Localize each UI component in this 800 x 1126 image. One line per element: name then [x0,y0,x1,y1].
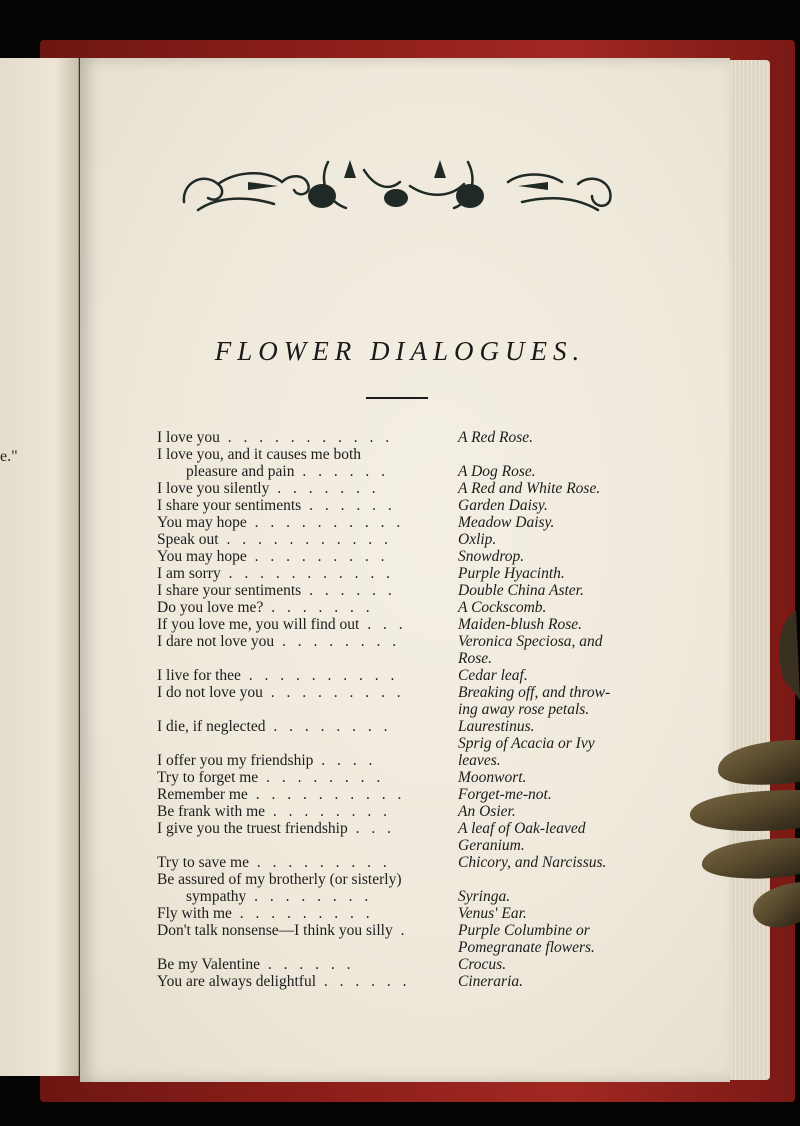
sentiment-text [157,548,445,565]
flower-name: Garden Daisy. [458,497,548,514]
sentiment-label: Try to save me [157,854,249,871]
leader-dots: . . . . . . . . [246,888,373,905]
sentiment-label: You are always delightful [157,973,316,990]
flower-name: Meadow Daisy. [458,514,555,531]
sentiment-text [157,871,445,888]
sentiment-text [157,446,445,463]
leader-dots: . . . . . . . . . . [246,514,405,531]
flower-name: Veronica Speciosa, and [458,633,603,650]
sentiment-label: Do you love me? [157,599,264,616]
sentiment-text [157,973,445,990]
flower-name: Breaking off, and throw- [458,684,611,701]
leader-dots: . . . . . . [294,463,389,480]
sentiment-text [157,531,445,548]
leader-dots: . . . . . . . . [258,769,385,786]
sentiment-label: I love you silently [157,480,270,497]
sentiment-label: Be my Valentine [157,956,261,973]
sentiment-text [157,684,445,701]
sentiment-label: Remember me [157,786,248,803]
leader-dots: . . . . . . . . . [246,548,389,565]
flower-name: Cedar leaf. [458,667,528,684]
sentiment-text [157,752,445,769]
flower-name: Maiden-blush Rose. [458,616,582,633]
flower-name: A leaf of Oak-leaved [458,820,586,837]
sentiment-label: I give you the truest friendship [157,820,348,837]
sentiment-text [157,905,445,922]
leader-dots: . . . . . . . . . . [247,786,406,803]
flower-name: ing away rose petals. [458,701,590,718]
sentiment-text [157,480,445,497]
brass-hand-bookweight [688,610,800,970]
sentiment-label: You may hope [157,514,247,531]
sentiment-text [157,769,445,786]
sentiment-text [186,888,445,905]
sentiment-text [157,565,445,582]
sentiment-label: I dare not love you [157,633,275,650]
leader-dots: . . . . . . . . . . [240,667,399,684]
leader-dots: . . . . . . . . . . . [220,565,394,582]
leader-dots: . . . [347,820,395,837]
sentiment-label: Be frank with me [157,803,266,820]
sentiment-label: I do not love you [157,684,263,701]
flower-name: An Osier. [458,803,516,820]
sentiment-label: Fly with me [157,905,232,922]
sentiment-label: pleasure and pain [186,463,295,480]
sentiment-text [157,616,445,633]
flower-name: A Red Rose. [458,429,534,446]
left-page [0,58,79,1076]
leader-dots: . . . . . . . . . [249,854,391,871]
flower-name: Venus' Ear. [458,905,527,922]
flower-name: Forget-me-not. [458,786,552,803]
leader-dots: . [392,922,409,939]
leader-dots: . . . . . . [260,956,355,973]
sentiment-label: If you love me, you will find out [157,616,360,633]
flower-name: Purple Columbine or [458,922,590,939]
sentiment-text [157,599,445,616]
flower-name: leaves. [458,752,501,769]
title-rule [366,397,428,399]
sentiment-text [157,633,445,650]
sentiment-label: I live for thee [157,667,241,684]
flower-name: Double China Aster. [458,582,584,599]
sentiment-label: sympathy [186,888,247,905]
flower-name: Cineraria. [458,973,524,990]
sentiment-text [157,786,445,803]
leader-dots: . . . . . . [316,973,411,990]
sentiment-label: I offer you my friendship [157,752,314,769]
leader-dots: . . . . . . . . . . . [218,531,392,548]
flower-name: Geranium. [458,837,525,854]
sentiment-text [157,429,445,446]
leader-dots: . . . . . . . . [265,803,392,820]
sentiment-text [157,497,445,514]
flower-name: Crocus. [458,956,507,973]
leader-dots: . . . . . . . . . . . [219,429,394,446]
sentiment-label: Speak out [157,531,219,548]
sentiment-text [157,956,445,973]
sentiment-text [157,854,445,871]
flower-name: A Cockscomb. [458,599,547,616]
flower-name: Snowdrop. [458,548,525,565]
sentiment-text [157,803,445,820]
sentiment-text [157,718,445,735]
flower-name: Moonwort. [458,769,527,786]
sentiment-text [157,820,445,837]
flower-name: Chicory, and Narcissus. [458,854,607,871]
sentiment-label: I am sorry [157,565,221,582]
flower-name: Rose. [458,650,493,667]
leader-dots: . . . . . . [301,497,396,514]
sentiment-label: I die, if neglected [157,718,266,735]
sentiment-text [157,582,445,599]
flower-name: Laurestinus. [458,718,535,735]
decorative-scroll-ornament [178,152,618,218]
leader-dots: . . . . . . . . [265,718,392,735]
leader-dots: . . . . . . . . [274,633,401,650]
sentiment-label: I share your sentiments [157,497,302,514]
leader-dots: . . . [359,616,407,633]
leader-dots: . . . . . . . [269,480,380,497]
flower-name: Oxlip. [458,531,497,548]
sentiment-label: Don't talk nonsense—I think you silly [157,922,393,939]
leader-dots: . . . . . . . . . [262,684,405,701]
sentiment-text [157,514,445,531]
leader-dots: . . . . . . [301,582,396,599]
sentiment-label: I love you [157,429,220,446]
sentiment-label: Be assured of my brotherly (or sisterly) [157,871,402,888]
flower-name: Purple Hyacinth. [458,565,565,582]
sentiment-label: Try to forget me [157,769,259,786]
sentiment-text [186,463,445,480]
left-page-text-fragment: e." [0,448,18,465]
flower-name: Syringa. [458,888,511,905]
sentiment-label: I love you, and it causes me both [157,446,362,463]
flower-name: A Dog Rose. [458,463,536,480]
sentiment-label: I share your sentiments [157,582,302,599]
leader-dots: . . . . . . . . . [231,905,374,922]
page-title: FLOWER DIALOGUES. [214,336,586,366]
leader-dots: . . . . . . . [263,599,374,616]
flower-name: A Red and White Rose. [458,480,601,497]
flower-name: Sprig of Acacia or Ivy [458,735,595,752]
sentiment-text [157,667,445,684]
flower-name: Pomegranate flowers. [458,939,595,956]
sentiment-label: You may hope [157,548,247,565]
leader-dots: . . . . [313,752,377,769]
sentiment-text [157,922,445,939]
